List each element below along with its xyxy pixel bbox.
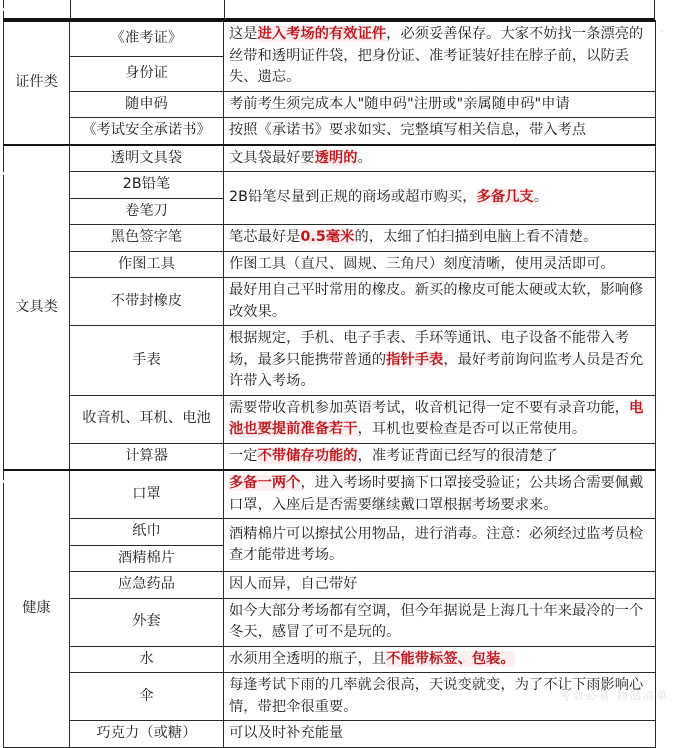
description-cell bbox=[224, 326, 656, 396]
item-cell: 水 bbox=[70, 646, 224, 673]
item-cell: 收音机、耳机、电池 bbox=[70, 395, 224, 443]
category-cell: 健康 bbox=[4, 470, 70, 747]
table-row bbox=[4, 118, 656, 145]
body-text: 需要带收音机参加英语考试，收音机记得一定不要有录音功能， bbox=[229, 399, 630, 416]
item-cell: 纸巾 bbox=[70, 519, 224, 546]
table-row bbox=[4, 172, 656, 199]
body-text: 如今大部分考场都有空调，但今年据说是上海几十年来最冷的一个冬天，感冒了可不是玩的。 bbox=[229, 602, 644, 640]
exam-items-table bbox=[3, 20, 656, 748]
highlighted-text: 指针手表 bbox=[386, 351, 444, 368]
body-text: ，最好考前询问监考人员是否允许带入考场。 bbox=[229, 351, 644, 389]
body-text: 一定 bbox=[229, 447, 258, 464]
item-cell: 《考试安全承诺书》 bbox=[70, 118, 224, 145]
body-text: 按照《承诺书》要求如实、完整填写相关信息，带入考点 bbox=[229, 122, 587, 138]
description-cell bbox=[224, 278, 656, 326]
table-row bbox=[4, 251, 656, 278]
table-row bbox=[4, 721, 656, 748]
category-cell: 证件类 bbox=[4, 21, 70, 145]
body-text: 这是 bbox=[229, 26, 258, 42]
description-cell bbox=[224, 598, 656, 646]
body-text: 。 bbox=[357, 149, 372, 166]
table-row bbox=[4, 572, 656, 599]
table-row bbox=[4, 443, 656, 470]
item-cell: 巧克力（或糖） bbox=[70, 721, 224, 748]
item-cell: 口罩 bbox=[70, 470, 224, 519]
body-text: 考前考生须完成本人"随申码"注册或"亲属随申码"申请 bbox=[229, 95, 570, 112]
table-row bbox=[4, 598, 656, 646]
item-cell: 酒精棉片 bbox=[70, 545, 224, 572]
body-text: 最好用自己平时常用的橡皮。新买的橡皮可能太硬或太软，影响修改效果。 bbox=[229, 282, 644, 320]
highlighted-text: 不能带标签、包装。 bbox=[386, 650, 515, 667]
body-text: 可以及时补充能量 bbox=[229, 725, 344, 741]
body-text: 每逢考试下雨的几率就会很高，天说变就变，为了不让下雨影响心情，带把伞很重要。 bbox=[229, 677, 644, 715]
description-cell bbox=[224, 118, 656, 145]
item-cell: 外套 bbox=[70, 598, 224, 646]
item-cell: 身份证 bbox=[70, 56, 224, 91]
table-row bbox=[4, 278, 656, 326]
table-row bbox=[4, 470, 656, 519]
description-cell bbox=[224, 251, 656, 278]
body-text: 根据规定，手机、电子手表、手环等通讯、电子设备不能带入考场，最多只能携带普通的 bbox=[229, 330, 630, 368]
body-text: 。 bbox=[533, 189, 549, 206]
table-row bbox=[4, 326, 656, 396]
item-cell: 手表 bbox=[70, 326, 224, 396]
description-cell bbox=[224, 470, 656, 519]
item-cell: 不带封橡皮 bbox=[70, 278, 224, 326]
body-text: 笔芯最好是 bbox=[229, 229, 301, 245]
item-cell: 随申码 bbox=[70, 91, 224, 118]
item-cell: 应急药品 bbox=[70, 572, 224, 599]
body-text: 因人而异，自己带好 bbox=[229, 576, 358, 592]
table-row bbox=[4, 519, 656, 546]
page-speckle bbox=[2, 480, 5, 483]
body-text: 2B铅笔尽量到正规的商场或超市购买， bbox=[229, 189, 477, 206]
body-text: 酒精棉片可以擦拭公用物品，进行消毒。注意：必须经过监考员检查才能带进考场。 bbox=[229, 525, 644, 563]
description-cell bbox=[224, 21, 656, 91]
highlighted-text: 透明的 bbox=[314, 149, 358, 166]
category-cell: 文具类 bbox=[4, 145, 70, 471]
item-cell: 计算器 bbox=[70, 443, 224, 470]
highlighted-text: 进入考场的有效证件 bbox=[257, 26, 387, 42]
body-text: ，必须妥善保存。大家不妨找一条漂亮的丝带和透明证件袋，把身份证、准考证装好挂在脖子前，以防丢失、遗忘。 bbox=[229, 26, 644, 85]
description-cell bbox=[224, 145, 656, 172]
description-cell bbox=[224, 225, 656, 252]
table-row bbox=[4, 145, 656, 172]
item-cell: 黑色签字笔 bbox=[70, 225, 224, 252]
table-row bbox=[4, 646, 656, 673]
description-cell bbox=[224, 395, 656, 443]
body-text: 的，太细了怕扫描到电脑上看不清楚。 bbox=[354, 229, 598, 245]
highlighted-text: 电池也要提前准备若干 bbox=[229, 399, 644, 437]
page-speckle bbox=[660, 30, 663, 33]
description-cell bbox=[224, 443, 656, 470]
description-cell bbox=[224, 646, 656, 673]
item-cell: 作图工具 bbox=[70, 251, 224, 278]
description-cell bbox=[224, 172, 656, 225]
page-speckle bbox=[2, 8, 5, 11]
item-cell: 透明文具袋 bbox=[70, 145, 224, 172]
item-cell: 伞 bbox=[70, 673, 224, 721]
table-row bbox=[4, 673, 656, 721]
item-cell: 2B铅笔 bbox=[70, 172, 224, 199]
description-cell bbox=[224, 572, 656, 599]
table-row bbox=[4, 225, 656, 252]
body-text: ，准考证背面已经写的很清楚了 bbox=[357, 447, 558, 464]
highlighted-text: 不带储存功能的 bbox=[257, 447, 358, 464]
page-speckle bbox=[2, 172, 5, 175]
description-cell bbox=[224, 721, 656, 748]
highlighted-text: 多备一两个 bbox=[229, 475, 301, 491]
body-text: ，耳机也要检查是否可以正常使用。 bbox=[357, 421, 587, 437]
table-top-partial-row bbox=[3, 0, 655, 20]
body-text: 作图工具（直尺、圆规、三角尺）刻度清晰，使用灵活即可。 bbox=[229, 255, 615, 272]
highlighted-text: 多备几支 bbox=[476, 189, 534, 206]
description-cell bbox=[224, 91, 656, 118]
table-row bbox=[4, 91, 656, 118]
body-text: 水须用全透明的瓶子，且 bbox=[229, 650, 387, 667]
item-cell: 卷笔刀 bbox=[70, 198, 224, 225]
table-row bbox=[4, 395, 656, 443]
body-text: ，进入考场时要摘下口罩接受验证；公共场合需要佩戴口罩，入座后是否需要继续戴口罩根据考场要求来。 bbox=[229, 475, 644, 513]
table-body bbox=[4, 21, 656, 747]
watermark: 考前必看 物品清单 bbox=[559, 689, 669, 702]
table-row bbox=[4, 21, 656, 56]
column-divider-1 bbox=[70, 0, 71, 18]
highlighted-text: 0.5毫米 bbox=[300, 229, 355, 245]
item-cell: 《准考证》 bbox=[70, 21, 224, 56]
body-text: 文具袋最好要 bbox=[229, 149, 315, 166]
description-cell bbox=[224, 519, 656, 572]
column-divider-2 bbox=[224, 0, 225, 18]
description-cell bbox=[224, 673, 656, 721]
